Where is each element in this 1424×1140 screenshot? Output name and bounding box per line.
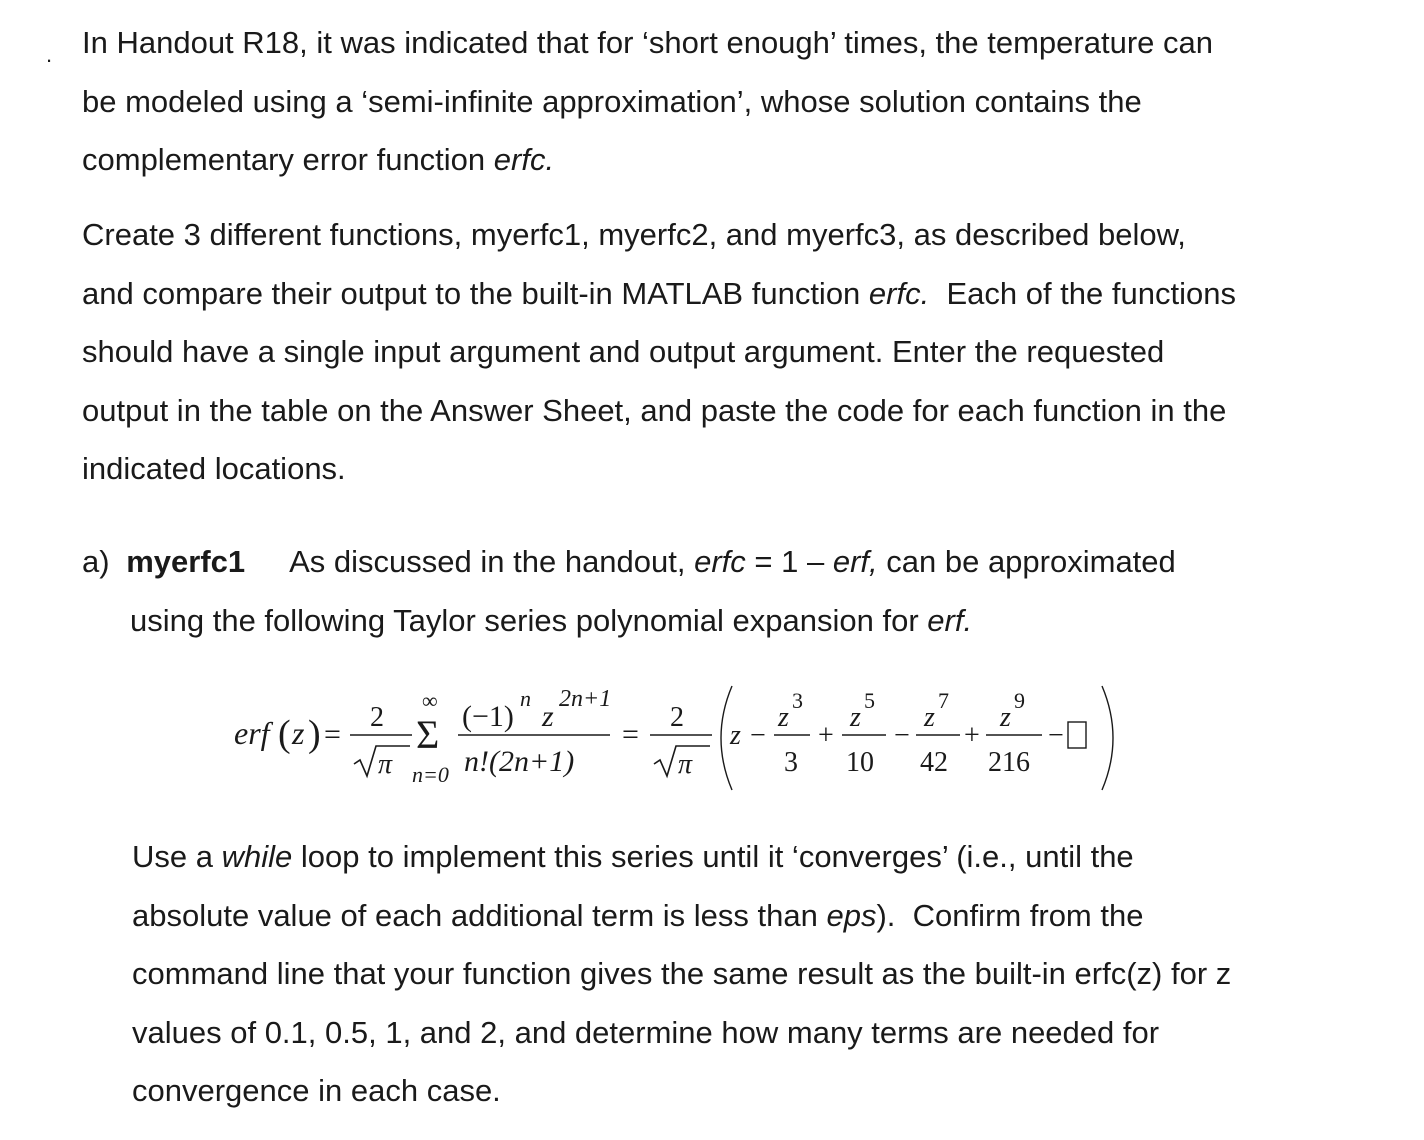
eq-frac2-pi: π <box>678 749 693 780</box>
bullet-dot: . <box>46 42 53 67</box>
task-line-1: Create 3 different functions, myerfc1, myerfc2, and myerfc3, as described below, <box>82 217 1186 252</box>
eq-series-den: n!(2n+1) <box>464 745 575 778</box>
instr-line-1-post: loop to implement this series until it ‘converges’ (i.e., until the <box>292 839 1134 874</box>
eq-t3-z: z <box>778 702 789 733</box>
intro-line-3: complementary error function <box>82 142 494 177</box>
erf-term: erf. <box>927 602 973 638</box>
eq-sum-lower: n=0 <box>412 762 449 787</box>
eq-t3-exp: 3 <box>792 688 803 713</box>
part-a-line-1-post: can be approximated <box>877 544 1176 579</box>
eq-minus-1: − <box>750 720 766 751</box>
instructions-paragraph <box>132 828 1402 1121</box>
intro-paragraph <box>82 14 1402 190</box>
task-paragraph <box>82 206 1402 499</box>
eq-z: z <box>730 720 741 751</box>
eq-frac1-pi: π <box>378 749 393 780</box>
eq-big-right-paren <box>1102 686 1113 790</box>
eq-frac2-num: 2 <box>670 702 684 733</box>
while-keyword: while <box>221 839 293 874</box>
task-line-5: indicated locations. <box>82 451 346 486</box>
eq-minus-3: − <box>1048 720 1064 751</box>
taylor-series-equation <box>226 672 1226 802</box>
eq-ellipsis-box-icon <box>1068 722 1086 748</box>
eq-series-num-z: z <box>542 700 554 733</box>
eq-t9-exp: 9 <box>1014 688 1025 713</box>
eq-t9-z: z <box>1000 702 1011 733</box>
intro-line-1: In Handout R18, it was indicated that for ‘short enough’ times, the temperature can <box>82 25 1213 60</box>
eq-plus-1: + <box>818 720 834 751</box>
eq-t7-den: 42 <box>920 747 948 778</box>
eq-series-num: (−1) <box>462 700 514 733</box>
eq-t5-den: 10 <box>846 747 874 778</box>
erfc-term: erfc. <box>493 142 555 177</box>
task-line-2-pre: and compare their output to the built-in MATLAB function <box>82 275 869 311</box>
part-a-line-1-pre: As discussed in the handout, <box>289 544 695 579</box>
intro-line-2: be modeled using a ‘semi-infinite approximation’, whose solution contains the <box>82 83 1142 119</box>
eq-equals-2: = <box>622 718 639 751</box>
instr-line-3: command line that your function gives the same result as the built-in erfc(z) for z <box>132 956 1232 991</box>
eq-sum-upper: ∞ <box>422 688 438 713</box>
task-line-4: output in the table on the Answer Sheet, and paste the code for each function in the <box>82 392 1227 428</box>
erfc-term: erfc <box>694 544 746 579</box>
eq-series-num-z-exp: 2n+1 <box>559 686 612 712</box>
eq-t7-exp: 7 <box>938 688 949 713</box>
part-a-label: a) <box>82 544 110 579</box>
eq-t7-z: z <box>924 702 935 733</box>
task-line-2-post: Each of the functions <box>929 275 1236 311</box>
eq-frac1-num: 2 <box>370 702 384 733</box>
eq-t9-den: 216 <box>988 747 1030 778</box>
eq-t5-z: z <box>850 702 861 733</box>
instr-line-5: convergence in each case. <box>132 1073 501 1108</box>
instr-line-1-pre: Use a <box>132 839 222 874</box>
eq-close-paren: ) <box>308 713 321 755</box>
eq-equals-1: = <box>324 718 341 751</box>
part-a-function-name: myerfc1 <box>126 544 246 579</box>
instr-line-4: values of 0.1, 0.5, 1, and 2, and determine how many terms are needed for <box>132 1014 1160 1050</box>
eq-lhs-arg: z <box>292 715 305 751</box>
erf-term: erf, <box>832 544 878 579</box>
eq-series-num-exp: n <box>520 686 531 711</box>
eps-term: eps <box>826 897 877 933</box>
eq-minus-2: − <box>894 720 910 751</box>
instr-line-2-pre: absolute value of each additional term is less than <box>132 897 827 933</box>
task-line-3: should have a single input argument and output argument. Enter the requested <box>82 334 1165 369</box>
eq-t3-den: 3 <box>784 747 798 778</box>
part-a-paragraph <box>82 533 1402 650</box>
eq-t5-exp: 5 <box>864 688 875 713</box>
eq-plus-2: + <box>964 720 980 751</box>
erfc-term: erfc. <box>868 275 930 311</box>
instr-line-2-post: ). Confirm from the <box>876 897 1144 933</box>
eq-open-paren: ( <box>278 713 291 755</box>
part-a-line-1-mid: = 1 – <box>745 544 833 579</box>
eq-lhs-erf: erf <box>234 715 270 751</box>
part-a-line-2-pre: using the following Taylor series polynomial expansion for <box>130 602 928 638</box>
eq-sum-symbol: Σ <box>416 712 440 757</box>
